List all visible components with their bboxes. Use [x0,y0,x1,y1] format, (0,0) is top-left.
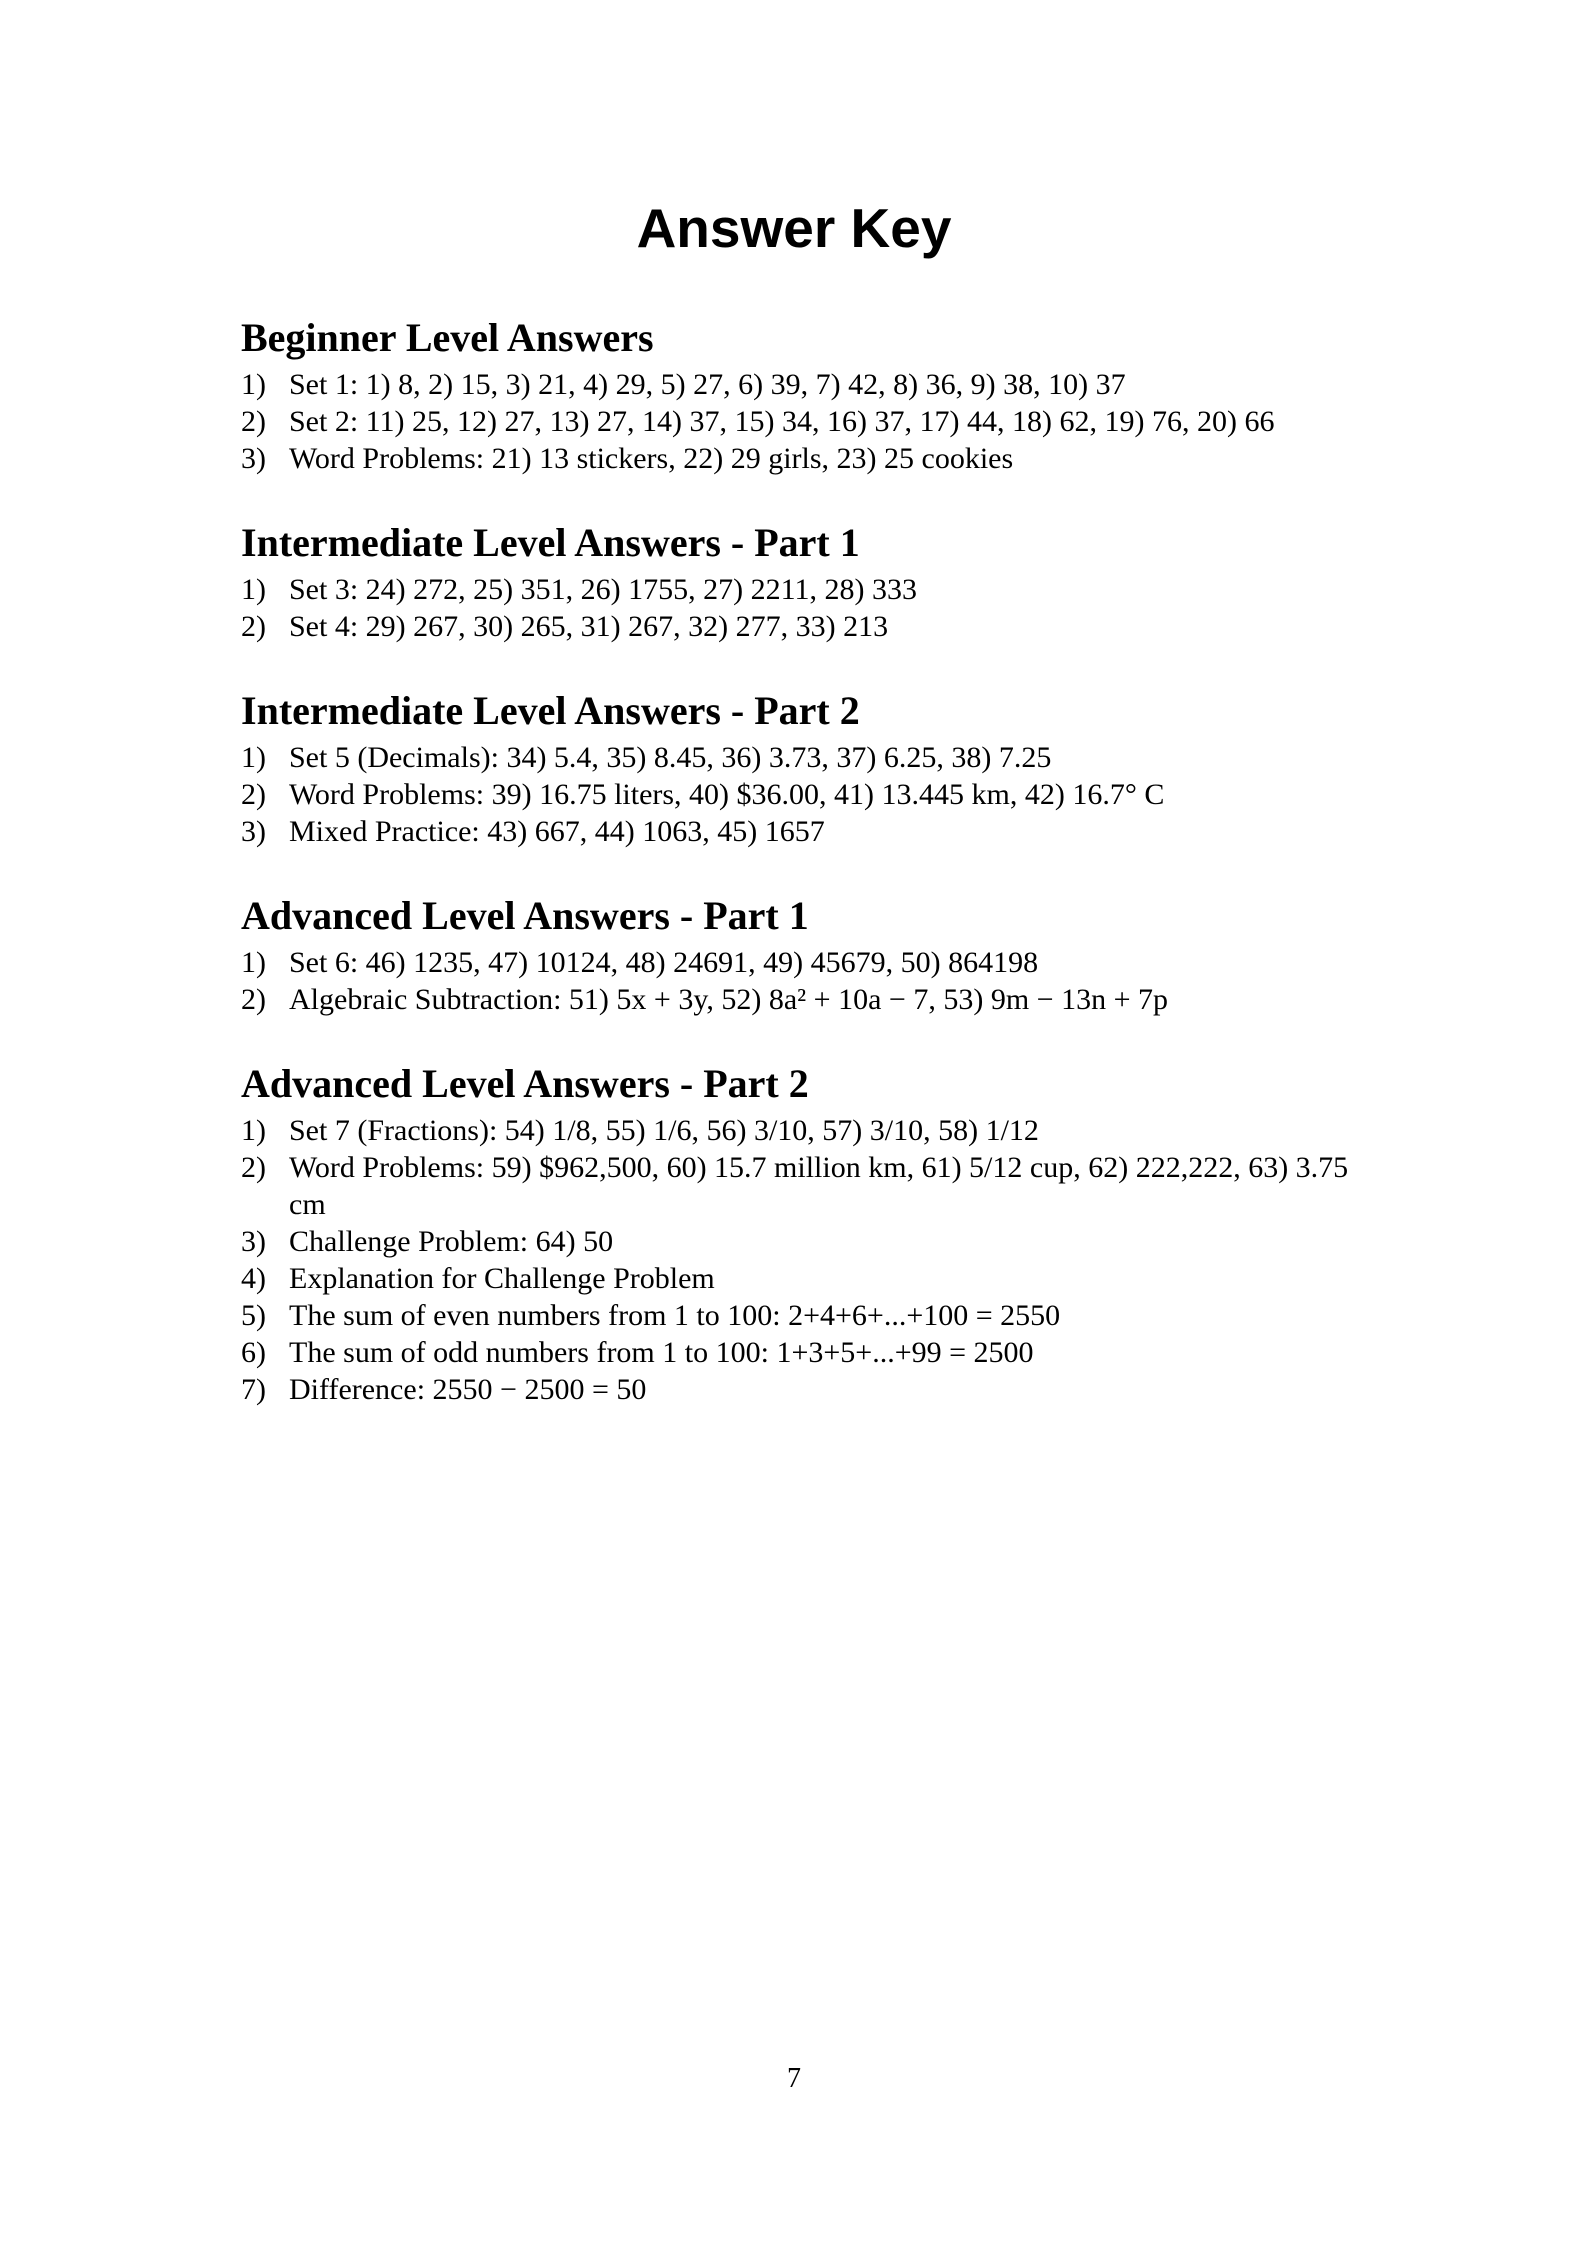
page-number: 7 [787,2063,801,2094]
list-item-text: Mixed Practice: 43) 667, 44) 1063, 45) 1657 [289,815,825,848]
list-item-text: Explanation for Challenge Problem [289,1262,715,1295]
list-item-number: 3) [241,815,266,848]
answer-list [241,571,1391,645]
list-item [241,366,1391,403]
list-item-number: 7) [241,1373,266,1406]
list-item [241,403,1391,440]
list-item-number: 1) [241,573,266,606]
answer-list [241,366,1391,477]
section-advanced-part-2 [241,1058,1391,1408]
list-item [241,944,1391,981]
list-item-text: The sum of odd numbers from 1 to 100: 1+3+5+...+99 = 2500 [289,1336,1034,1369]
list-item-text: The sum of even numbers from 1 to 100: 2+4+6+...+100 = 2550 [289,1299,1061,1332]
list-item-number: 1) [241,368,266,401]
list-item [241,608,1391,645]
list-item-text: Algebraic Subtraction: 51) 5x + 3y, 52) 8a² + 10a − 7, 53) 9m − 13n + 7p [289,983,1168,1016]
list-item-number: 3) [241,442,266,475]
list-item-text: Challenge Problem: 64) 50 [289,1225,614,1258]
list-item-number: 4) [241,1262,266,1295]
list-item-text: Set 3: 24) 272, 25) 351, 26) 1755, 27) 2211, 28) 333 [289,573,918,606]
list-item-text: Set 4: 29) 267, 30) 265, 31) 267, 32) 277, 33) 213 [289,610,889,643]
list-item-number: 3) [241,1225,266,1258]
list-item [241,1223,1391,1260]
list-item [241,1334,1391,1371]
section-advanced-part-1 [241,890,1391,1018]
answer-list [241,1112,1391,1408]
list-item-text: Set 1: 1) 8, 2) 15, 3) 21, 4) 29, 5) 27, 6) 39, 7) 42, 8) 36, 9) 38, 10) 37 [289,368,1126,401]
answer-key-content [241,312,1391,1448]
list-item-text: Set 6: 46) 1235, 47) 10124, 48) 24691, 49) 45679, 50) 864198 [289,946,1039,979]
page-title: Answer Key [636,197,952,259]
list-item-number: 1) [241,741,266,774]
section-heading: Advanced Level Answers - Part 1 [241,893,809,938]
list-item-number: 2) [241,983,266,1016]
list-item [241,571,1391,608]
answer-list [241,739,1391,850]
list-item-number: 1) [241,946,266,979]
list-item-text: Set 7 (Fractions): 54) 1/8, 55) 1/6, 56) 3/10, 57) 3/10, 58) 1/12 [289,1114,1039,1147]
list-item-number: 2) [241,778,266,811]
section-heading: Advanced Level Answers - Part 2 [241,1061,809,1106]
list-item-number: 2) [241,610,266,643]
list-item-text: Word Problems: 21) 13 stickers, 22) 29 girls, 23) 25 cookies [289,442,1014,475]
list-item-number: 2) [241,1151,266,1184]
section-beginner [241,312,1391,477]
list-item [241,1297,1391,1334]
section-heading: Intermediate Level Answers - Part 1 [241,520,860,565]
list-item [241,1371,1391,1408]
list-item-number: 6) [241,1336,266,1369]
list-item [241,1112,1391,1149]
list-item-number: 2) [241,405,266,438]
list-item [241,776,1391,813]
answer-list [241,944,1391,1018]
list-item-number: 5) [241,1299,266,1332]
section-heading: Beginner Level Answers [241,315,654,360]
list-item-number: 1) [241,1114,266,1147]
list-item [241,813,1391,850]
list-item-text: Word Problems: 59) $962,500, 60) 15.7 million km, 61) 5/12 cup, 62) 222,222, 63) 3.75 cm [289,1151,1349,1221]
list-item-text: Difference: 2550 − 2500 = 50 [289,1373,647,1406]
list-item [241,440,1391,477]
list-item [241,1149,1391,1223]
list-item [241,981,1391,1018]
list-item [241,739,1391,776]
section-heading: Intermediate Level Answers - Part 2 [241,688,860,733]
list-item-text: Set 5 (Decimals): 34) 5.4, 35) 8.45, 36) 3.73, 37) 6.25, 38) 7.25 [289,741,1052,774]
section-intermediate-part-2 [241,685,1391,850]
list-item-text: Word Problems: 39) 16.75 liters, 40) $36.00, 41) 13.445 km, 42) 16.7° C [289,778,1165,811]
list-item [241,1260,1391,1297]
list-item-text: Set 2: 11) 25, 12) 27, 13) 27, 14) 37, 15) 34, 16) 37, 17) 44, 18) 62, 19) 76, 20) 66 [289,405,1275,438]
section-intermediate-part-1 [241,517,1391,645]
